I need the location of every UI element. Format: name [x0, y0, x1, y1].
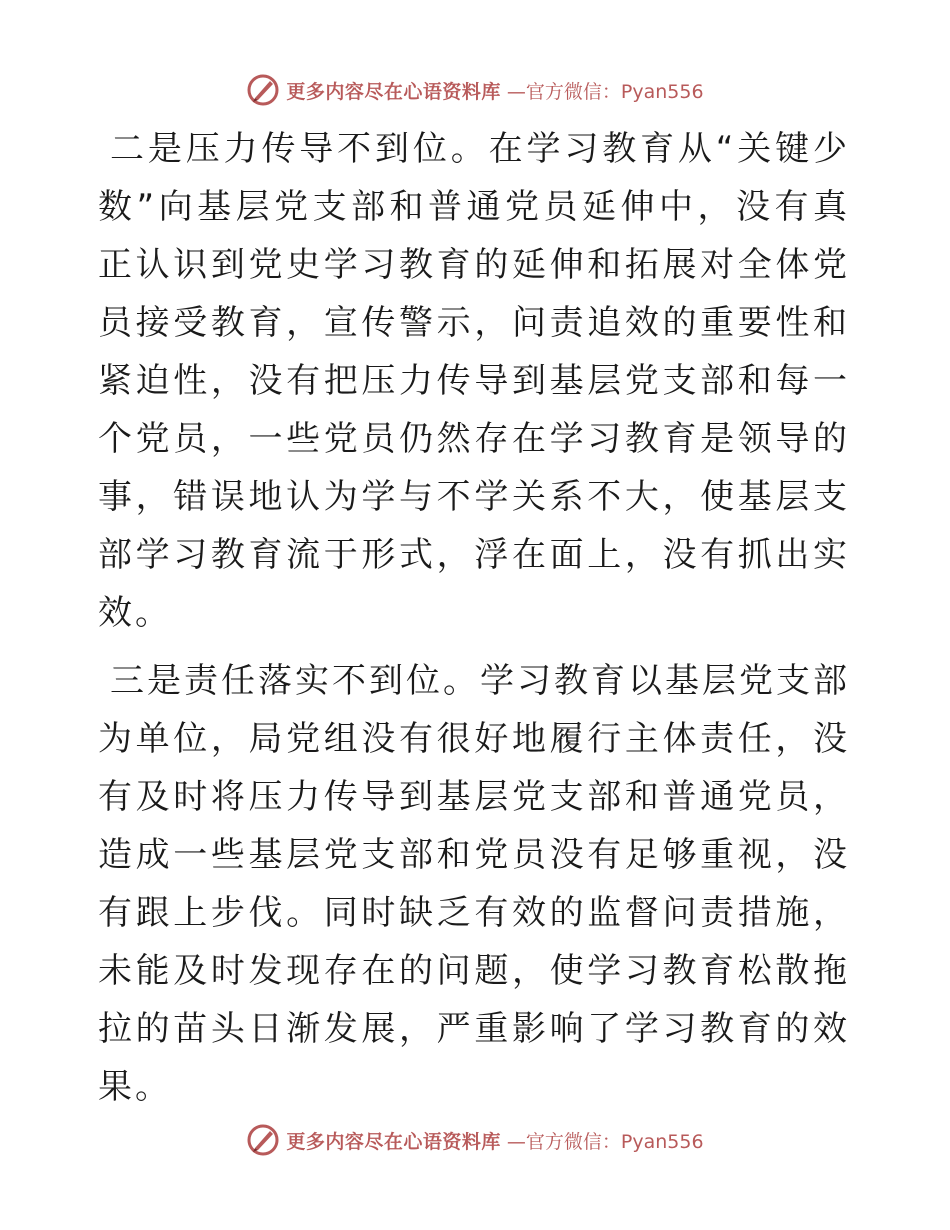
footer-slogan: 更多内容尽在心语资料库 — [286, 1130, 501, 1153]
header-slogan: 更多内容尽在心语资料库 — [286, 80, 501, 103]
quill-pen-logo-icon — [246, 73, 280, 107]
header-wechat: —官方微信：Pyan556 — [506, 80, 704, 103]
paragraph-responsibility: 三是责任落实不到位。学习教育以基层党支部为单位，局党组没有很好地履行主体责任，没有及时将压力传导到基层党支部和普通党员，造成一些基层党支部和党员没有足够重视，没有跟上步伐。同时缺乏有效的监督问责措施，未能及时发现存在的问题，使学习教育松散拖拉的苗头日渐发展，严重影响了学习教育的效果。 — [98, 661, 850, 1107]
document-body — [98, 120, 850, 1126]
header-banner — [0, 70, 950, 110]
quill-pen-logo-icon — [246, 1123, 280, 1157]
footer-banner — [0, 1120, 950, 1160]
footer-wechat: —官方微信：Pyan556 — [506, 1130, 704, 1153]
paragraph-pressure: 二是压力传导不到位。在学习教育从“关键少数”向基层党支部和普通党员延伸中，没有真正认识到党史学习教育的延伸和拓展对全体党员接受教育，宣传警示，问责追效的重要性和紧迫性，没有把压力传导到基层党支部和每一个党员，一些党员仍然存在学习教育是领导的事，错误地认为学与不学关系不大，使基层支部学习教育流于形式，浮在面上，没有抓出实效。 — [98, 129, 850, 633]
